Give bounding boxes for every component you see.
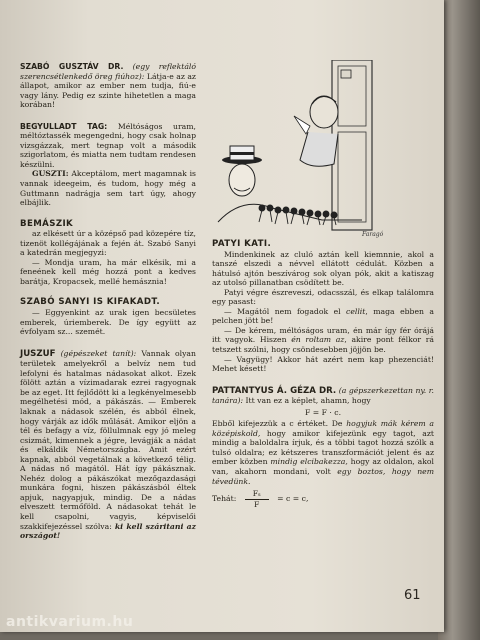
szabo-heading: SZABÓ GUSZTÁV DR. xyxy=(20,62,124,71)
guszti-text: Akceptálom, mert magamnak is vannak ideegeim, és tudom, hogy még a Guttmann nadrágja sem tart úgy, ahogy elbájlik. xyxy=(20,169,196,208)
begyulladt-heading: BEGYULLADT TAG: xyxy=(20,121,108,131)
pattantyus-note: (a gépszerkezettan ny. r. tanára): xyxy=(212,385,435,406)
section-bemaszik xyxy=(20,220,196,287)
patyi-q3: — Vagyügy! Akkor hát azért nem kap phezenciát! Mehet késett! xyxy=(212,354,434,374)
pattantyus-text: Itt van ez a képlet, ahamn, hogy xyxy=(245,396,371,406)
begyulladt-text: Méltóságos uram, méltóztassék megengedni, hogy csak holnap vizsgázzak, mert tegnap volt a második szigorlatom, és miatta nem tudtam rendesen készülni. xyxy=(20,121,196,169)
bemaszik-heading: BEMÁSZIK xyxy=(20,218,74,229)
patyi-text2: Patyi végre észreveszi, odacsszál, és elkap találomra egy pasast: xyxy=(212,287,434,307)
patyi-q2-it: én roltam az xyxy=(291,335,345,345)
szabo-note: (egy reflektáló szerencsétlenkedő öreg fiúhoz): xyxy=(20,62,197,81)
patyi-q1-end: , maga ebben a pelchen jött be! xyxy=(212,306,434,326)
guszti-name: GUSZTI: xyxy=(32,169,69,179)
juszuf-text: Vannak olyan területek amelyekről a belvíz nem tud lefolyni és hatalmas nádasokat alkot. Ezek fölött aztán a vízimadarak ezrei ragyognak be az eget. Itt fejlődött ki a legkényelmesebb megélhetési mód, a pákászás. — Emberek laknak a nádasok szélén, és abból élnek, hogy várják az idők műlását. Amikor eljön a tél és befagy a víz, föllulmnak egy jó meleg csizmát, kimennek a jégre, levágják a nádat és elkáldik Németországba. Amit ezért kapnak, abból vegetálnak a következő télig. A nádas nő magától. Hát így pákásznak. Nehéz dolog a pákászókat mezőgazdasági munkára fogni, hiszen pákászásból éltek apjuk, nagyapjuk, mindig. De a nádas elveszett termőföld. A nádasokat tehát le kell csapolni, vagyis, képviselői szakkifejezéssel szólva: xyxy=(20,348,196,531)
patyi-q1-it: cellit xyxy=(346,306,366,316)
section-kifakadt xyxy=(20,298,196,336)
bemaszik-quote: — Mondja uram, ha már elkésik, mi a feneének kell még hozzá pont a kedves barátja, Kropacsek, mellé hemásznia! xyxy=(20,257,196,286)
kifakadt-text: — Eggyenkint az urak igen becsületes emberek, úriemberek. De így együtt az évfolyam sz... szemét. xyxy=(20,308,196,337)
right-column xyxy=(212,240,434,519)
juszuf-note: (gépészeket tanít): xyxy=(60,348,137,358)
patyi-q2-end: , akire pont félkor rá tetszett szólni, hogy csöndesebben jöjjön be. xyxy=(212,335,434,355)
pattantyus-text2: Ebből kifejezzük a c értéket. De xyxy=(212,419,343,429)
fraction-denominator: F xyxy=(254,499,260,509)
pattantyus-fraction xyxy=(245,489,269,509)
section-pattantyus xyxy=(212,386,434,510)
page-number: 61 xyxy=(404,588,421,603)
section-juszuf xyxy=(20,349,196,541)
section-begyulladt xyxy=(20,122,196,208)
juszuf-tail: ki kell száritani az országot! xyxy=(20,521,196,541)
pattantyus-formula: F = F · c. xyxy=(304,407,342,417)
book-spine xyxy=(438,0,480,640)
pattantyus-rhs: = c = c, xyxy=(277,494,309,504)
watermark: antikvarium.hu xyxy=(6,614,134,630)
bemaszik-text: az elkésett úr a középső pad közepére tíz, tizenöt kollégájának a fején át. Szabó Sanyi a katedrán megjegyzi: xyxy=(20,229,196,258)
section-szabo xyxy=(20,62,196,110)
patyi-q2: — De kérem, méltóságos uram, én már így fér órájá itt vagyok. Hiszen xyxy=(212,325,434,345)
pattantyus-it1: hogyjuk mák kérem a középiskold, xyxy=(212,419,434,438)
illustration-signature: Faragó xyxy=(362,231,384,238)
juszuf-heading: JUSZUF xyxy=(20,348,56,359)
kifakadt-heading: SZABÓ SANYI IS KIFAKADT. xyxy=(20,297,160,308)
pattantyus-it3: egy boztos, hogy nem tévedünk. xyxy=(212,467,435,486)
pattantyus-it2: mindig elcibakezza, xyxy=(270,457,348,467)
left-column xyxy=(20,62,196,551)
caricature-illustration xyxy=(212,60,390,240)
patyi-heading: PATYI KATI. xyxy=(212,239,272,249)
pattantyus-tehat: Tehát: xyxy=(212,494,237,504)
patyi-q1: — Magától nem fogadok el xyxy=(224,306,341,316)
pattantyus-text3: hogy amikor kifejezünk egy tagot, azt mindig a baloldalra írjuk, és a többi tagot hozzá szólk a tulsó oldalra; ez kétszeres transzformációt jelent és az ember közben xyxy=(212,428,434,467)
pattantyus-heading: PATTANTYUS Á. GÉZA DR. xyxy=(212,385,337,396)
patyi-text: Mindenkinek az cluló aztán kell kiemnnie, akol a tanszé elszedi a névvel ellátott cédulát. Közben a hátulsó ajtón beszívárog sok olyan pók, akit a katiszag az utolsó pillanatban csödített be. xyxy=(212,249,434,288)
section-patyi xyxy=(212,240,434,374)
pattantyus-text4: hogy az oldalon, akol van, akahorn mondani, volt xyxy=(212,457,434,477)
szabo-text: Látja-e az az állapot, amikor az ember nem tudja, fiú-e vagy lány. Pedig ez szinte hihetetlen a maga korában! xyxy=(20,71,196,110)
fraction-numerator: Fₛ xyxy=(245,489,269,500)
